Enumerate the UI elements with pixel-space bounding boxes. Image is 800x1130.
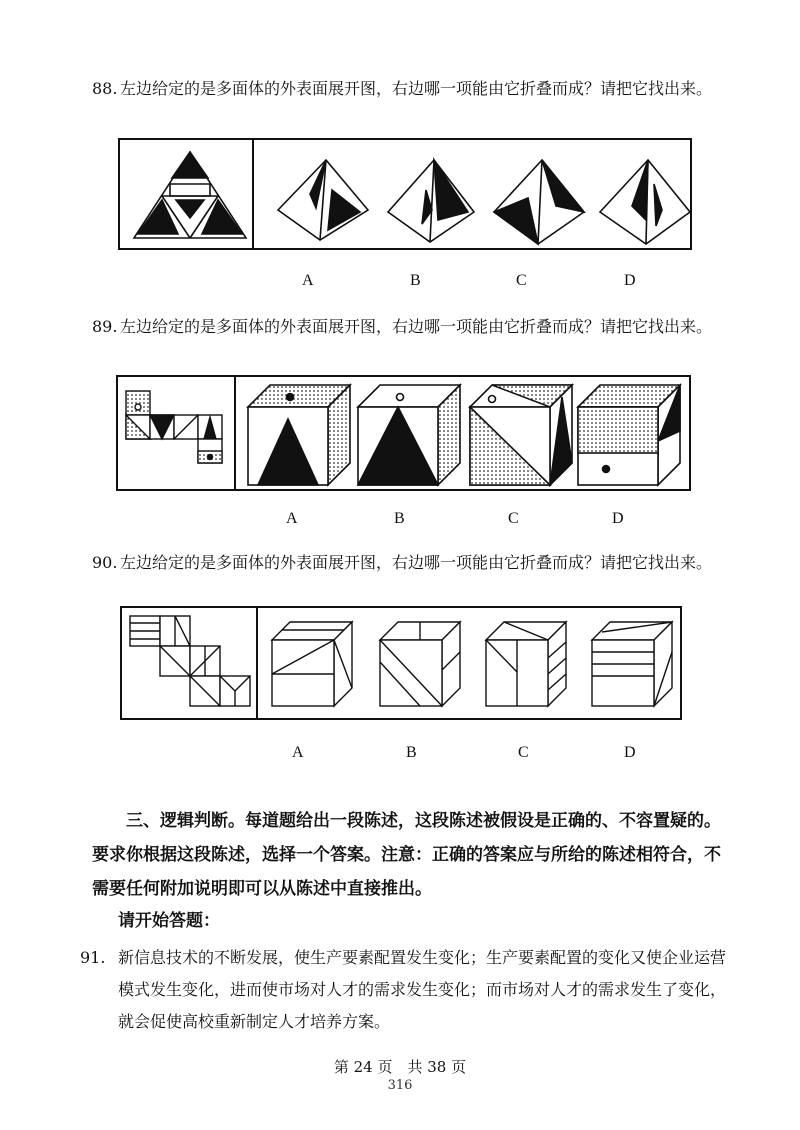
option-b-cube bbox=[358, 385, 460, 485]
question-text: 左边给定的是多面体的外表面展开图，右边哪一项能由它折叠而成？请把它找出来。 bbox=[120, 553, 713, 572]
page-number: 316 bbox=[387, 1078, 413, 1093]
option-label-b: B bbox=[394, 510, 405, 527]
option-label-c: C bbox=[516, 272, 527, 289]
option-label-a: A bbox=[286, 510, 298, 527]
question-number: 90. bbox=[92, 553, 118, 572]
option-label-a: A bbox=[292, 744, 304, 761]
question-text: 新信息技术的不断发展，使生产要素配置发生变化；生产要素配置的变化又使企业运营模式发生变化，进而使市场对人才的需求发生变化；而市场对人才的需求发生了变化，就会促使高校重新制定人才培养方案。 bbox=[118, 948, 727, 1031]
option-b-cube bbox=[380, 622, 460, 706]
figure-panel-90 bbox=[120, 606, 682, 720]
net-and-options-89 bbox=[118, 377, 693, 493]
question-text: 左边给定的是多面体的外表面展开图，右边哪一项能由它折叠而成？请把它找出来。 bbox=[120, 317, 713, 336]
option-label-b: B bbox=[406, 744, 417, 761]
cube-net bbox=[126, 391, 222, 463]
option-label-d: D bbox=[624, 744, 636, 761]
option-d-cube bbox=[578, 385, 680, 485]
option-a-pyramid bbox=[278, 160, 368, 240]
question-88 bbox=[92, 74, 732, 104]
question-number: 89. bbox=[92, 317, 118, 336]
net-and-options-90 bbox=[122, 608, 684, 722]
question-number: 91. bbox=[80, 948, 106, 967]
question-89 bbox=[92, 312, 732, 342]
cube-net bbox=[130, 616, 250, 706]
option-label-b: B bbox=[410, 272, 421, 289]
question-text: 左边给定的是多面体的外表面展开图，右边哪一项能由它折叠而成？请把它找出来。 bbox=[120, 79, 713, 98]
option-a-cube bbox=[272, 622, 352, 706]
option-b-pyramid bbox=[388, 160, 474, 242]
question-90 bbox=[92, 548, 732, 578]
option-d-cube bbox=[592, 622, 672, 706]
figure-panel-88 bbox=[118, 138, 692, 250]
option-c-cube bbox=[486, 622, 566, 706]
page-indicator: 第 24 页 共 38 页 bbox=[333, 1058, 467, 1076]
question-number: 88. bbox=[92, 79, 118, 98]
pyramid-net bbox=[134, 152, 246, 238]
start-answering-label: 请开始答题： bbox=[118, 911, 220, 931]
question-91 bbox=[80, 942, 730, 1038]
section-instructions: 三、逻辑判断。每道题给出一段陈述，这段陈述被假设是正确的、不容置疑的。要求你根据这段陈述，选择一个答案。注意：正确的答案应与所给的陈述相符合，不需要任何附加说明即可以从陈述中直接推出。 bbox=[92, 811, 721, 899]
option-c-cube bbox=[470, 385, 572, 485]
figure-panel-89 bbox=[116, 375, 691, 491]
option-label-c: C bbox=[508, 510, 519, 527]
option-label-c: C bbox=[518, 744, 529, 761]
option-label-d: D bbox=[624, 272, 636, 289]
option-a-cube bbox=[248, 385, 350, 485]
option-d-pyramid bbox=[600, 160, 690, 244]
option-label-d: D bbox=[612, 510, 624, 527]
option-c-pyramid bbox=[494, 160, 584, 244]
net-and-options-88 bbox=[120, 140, 694, 252]
option-label-a: A bbox=[302, 272, 314, 289]
